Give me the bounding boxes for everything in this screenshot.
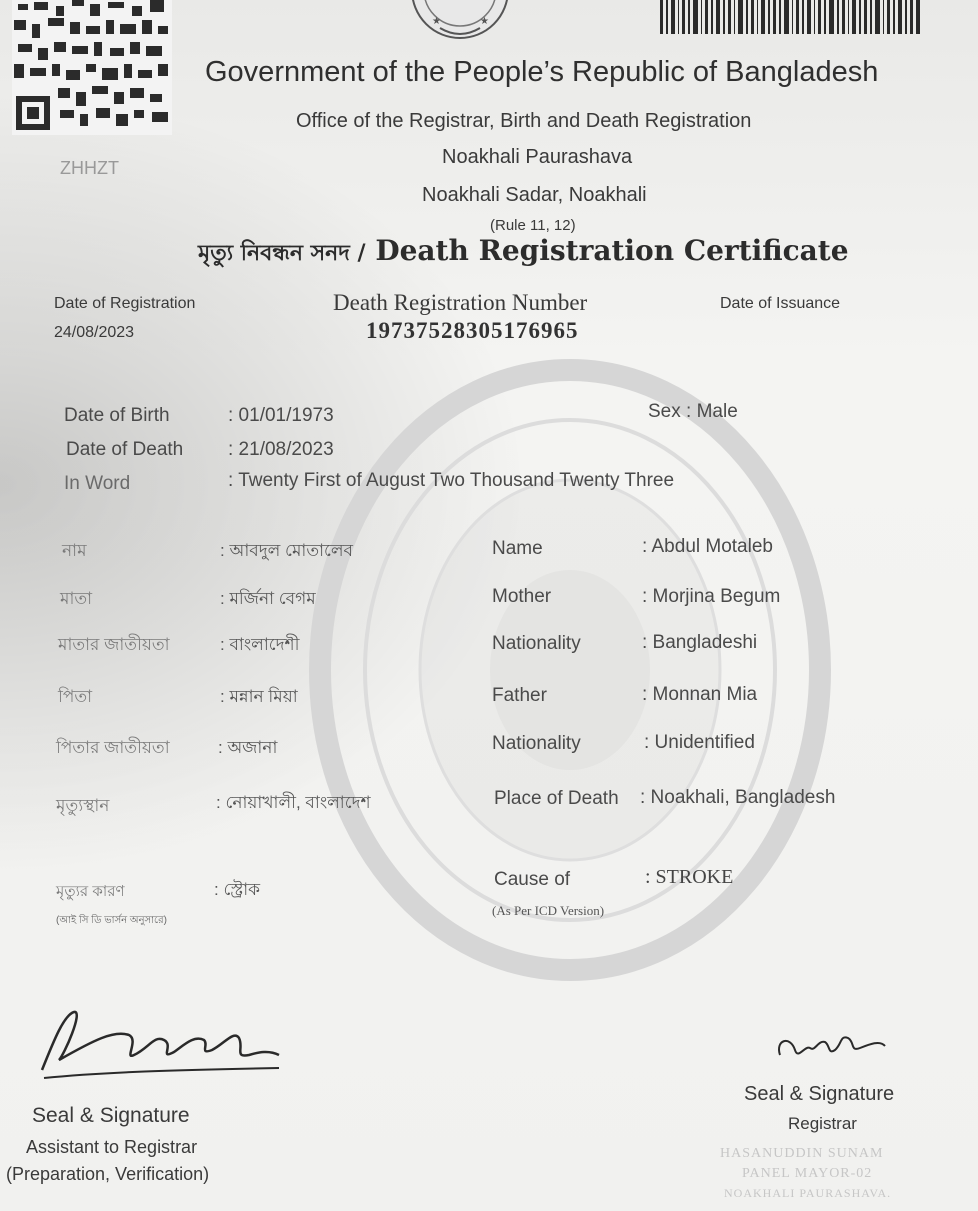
bn-father-nationality-value: : অজানা	[218, 738, 278, 757]
bn-name-value: : আবদুল মোতালেব	[220, 541, 353, 560]
cause-note: (As Per ICD Version)	[492, 903, 605, 918]
bn-father-label: পিতা	[58, 687, 93, 706]
svg-text:★: ★	[432, 16, 441, 27]
issuance-date-label: Date of Issuance	[720, 295, 841, 312]
bn-mother-nationality-value: : বাংলাদেশী	[220, 635, 300, 654]
place-of-death-value: : Noakhali, Bangladesh	[640, 787, 836, 808]
bn-name-label: নাম	[62, 541, 87, 560]
father-nationality-label: Nationality	[492, 733, 581, 754]
office-title: Office of the Registrar, Birth and Death Registration	[296, 110, 752, 132]
right-seal-signature: Seal & Signature	[744, 1083, 895, 1105]
father-nationality-value: : Unidentified	[644, 732, 755, 753]
bn-place-of-death-label: মৃত্যুস্থান	[56, 796, 110, 815]
assistant-signature	[34, 1000, 284, 1085]
inword-value: : Twenty First of August Two Thousand Twenty Three	[228, 470, 675, 491]
father-value: : Monnan Mia	[642, 684, 758, 705]
bn-cause-label: মৃত্যুর কারণ	[56, 883, 125, 900]
mother-nationality-value: : Bangladeshi	[642, 632, 758, 653]
registrar-signature	[770, 1020, 890, 1070]
bn-father-nationality-label: পিতার জাতীয়তা	[56, 738, 170, 757]
svg-text:★: ★	[480, 16, 489, 27]
government-emblem	[410, 0, 510, 45]
bn-mother-label: মাতা	[60, 589, 93, 608]
inword-label: In Word	[64, 473, 131, 494]
registration-number-value: 19737528305176965	[366, 318, 579, 343]
bn-place-of-death-value: : নোয়াখালী, বাংলাদেশ	[216, 793, 371, 812]
right-role: Registrar	[788, 1114, 857, 1133]
qr-code	[12, 0, 172, 135]
barcode	[660, 0, 922, 34]
mother-label: Mother	[492, 586, 552, 607]
bn-father-value: : মন্নান মিয়া	[220, 687, 298, 706]
dod-label: Date of Death	[66, 439, 184, 460]
paurashava-name: Noakhali Paurashava	[442, 146, 633, 168]
bn-cause-value: : স্ট্রোক	[214, 880, 261, 899]
father-label: Father	[492, 685, 547, 706]
sex-field: Sex : Male	[648, 401, 738, 422]
left-role: Assistant to Registrar	[26, 1137, 198, 1157]
rule-reference: (Rule 11, 12)	[490, 217, 576, 234]
left-seal-signature: Seal & Signature	[32, 1104, 190, 1127]
dob-label: Date of Birth	[64, 405, 170, 426]
certificate-title-bangla: মৃত্যু নিবন্ধন সনদ /	[198, 241, 366, 266]
place-of-death-label: Place of Death	[494, 788, 619, 809]
qr-code-text: ZHHZT	[60, 158, 119, 178]
government-title: Government of the People’s Republic of Bangladesh	[205, 56, 879, 88]
mother-nationality-label: Nationality	[492, 633, 581, 654]
registration-date-label: Date of Registration	[54, 295, 196, 312]
cause-label: Cause of	[494, 869, 571, 890]
certificate-title	[198, 234, 849, 273]
name-value: : Abdul Motaleb	[642, 536, 773, 557]
registrar-stamp-line1: HASANUDDIN SUNAM	[720, 1146, 884, 1161]
mother-value: : Morjina Begum	[642, 586, 781, 607]
registrar-stamp-line3: NOAKHALI PAURASHAVA.	[724, 1186, 892, 1200]
bn-mother-nationality-label: মাতার জাতীয়তা	[58, 635, 170, 654]
registration-number-label: Death Registration Number	[333, 290, 588, 315]
registrar-stamp-line2: PANEL MAYOR-02	[742, 1166, 873, 1181]
dod-value: : 21/08/2023	[228, 439, 334, 460]
bn-cause-note: (আই সি ডি ভার্সন অনুসারে)	[56, 915, 167, 926]
name-label: Name	[492, 538, 543, 559]
cause-value: : STROKE	[645, 866, 734, 888]
left-role-sub: (Preparation, Verification)	[6, 1164, 210, 1184]
bn-mother-value: : মর্জিনা বেগম	[220, 589, 316, 608]
registration-date-value: 24/08/2023	[54, 324, 135, 341]
sadar-name: Noakhali Sadar, Noakhali	[422, 184, 647, 206]
certificate-title-english: Death Registration Certificate	[375, 234, 849, 267]
dob-value: : 01/01/1973	[228, 405, 334, 426]
